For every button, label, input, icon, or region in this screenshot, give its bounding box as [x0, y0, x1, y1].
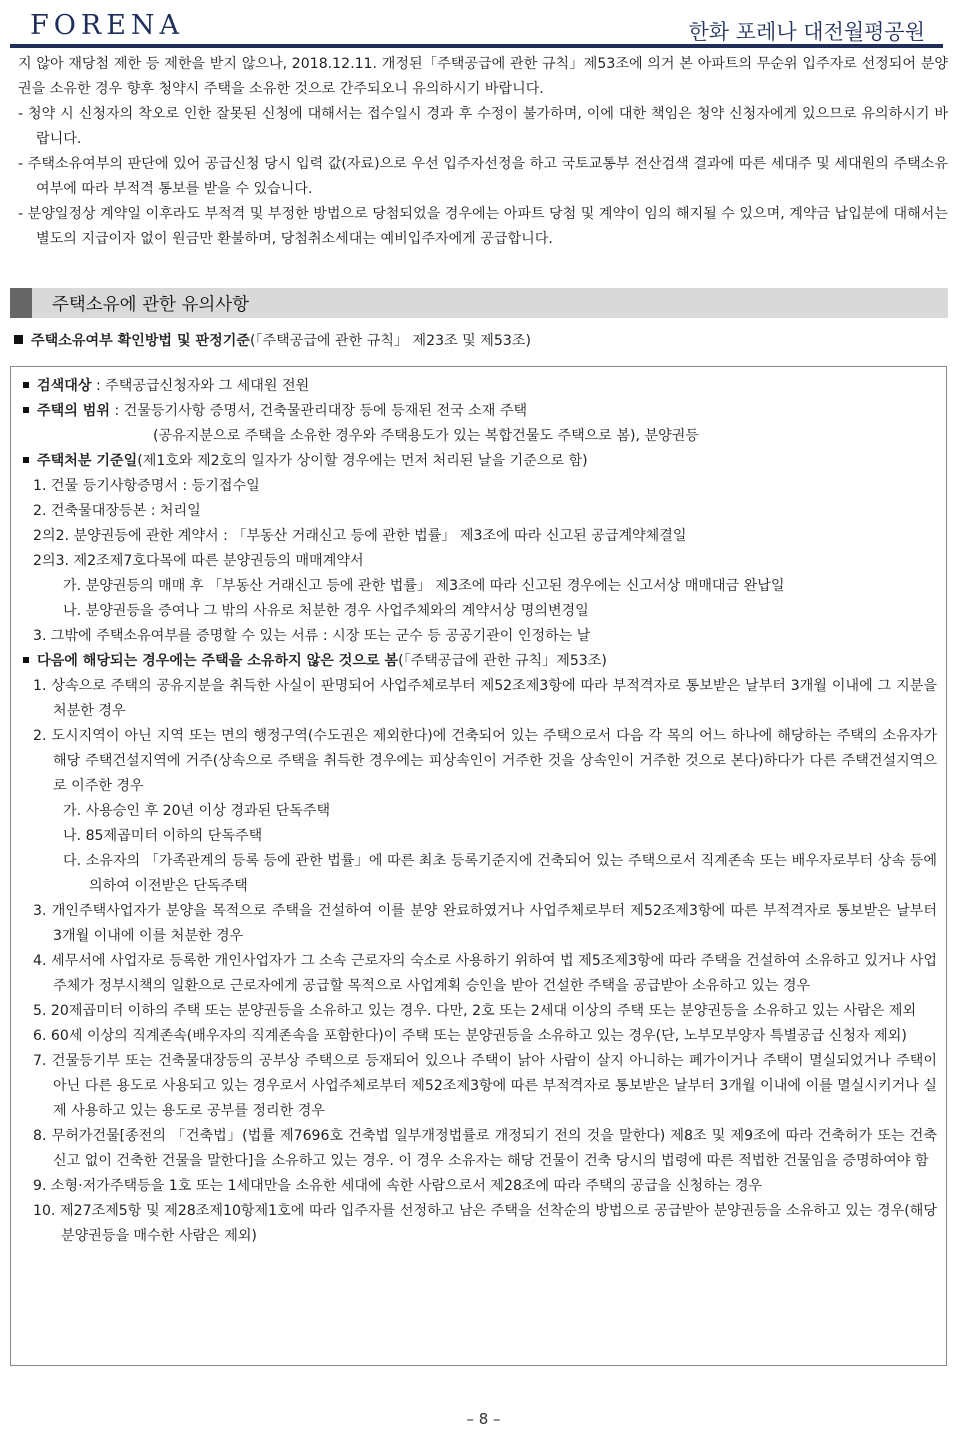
list-item: 9. 소형·저가주택등을 1호 또는 1세대만을 소유한 세대에 속한 사람으로서 제28조에 따라 주택의 공급을 신청하는 경우 [33, 1178, 763, 1194]
bullet-label: 검색대상 [37, 378, 92, 394]
subheading [14, 330, 531, 352]
list-item: 10. 제27조제5항 및 제28조제10항제1호에 따라 입주자를 선정하고 남은 주택을 선착순의 방법으로 공급받아 분양권등을 소유하고 있는 경우(해당 분양권등을 매수한 사람은 제외) [33, 1203, 937, 1244]
list-item: (공유지분으로 주택을 소유한 경우와 주택용도가 있는 복합건물도 주택으로 봄), 분양권등 [153, 428, 699, 444]
list-item: 나. 분양권등을 증여나 그 밖의 사유로 처분한 경우 사업주체와의 계약서상 명의변경일 [63, 603, 589, 619]
bullet-label: 다음에 해당되는 경우에는 주택을 소유하지 않은 것으로 봄 [37, 653, 399, 669]
list-item: 2. 건축물대장등본 : 처리일 [33, 503, 201, 519]
list-item: 나. 85제곱미터 이하의 단독주택 [63, 828, 263, 844]
bullet-label: 주택처분 기준일 [37, 453, 138, 469]
bullet-text: (제1호와 제2호의 일자가 상이할 경우에는 먼저 처리된 날을 기준으로 함) [137, 453, 588, 469]
bullet-item [23, 649, 937, 674]
bullet-label: 주택의 범위 [37, 403, 110, 419]
intro-text [18, 52, 948, 252]
bullet-text: : 주택공급신청자와 그 세대원 전원 [91, 378, 310, 394]
bullet-item [23, 374, 937, 399]
page-number: – 8 – [466, 1410, 501, 1428]
bullet-item [23, 449, 937, 474]
criteria-box [10, 366, 947, 1366]
subheading-bold: 주택소유여부 확인방법 및 판정기준 [31, 333, 250, 349]
intro-paragraph: - 주택소유여부의 판단에 있어 공급신청 당시 입력 값(자료)으로 우선 입주자선정을 하고 국토교통부 전산검색 결과에 따른 세대주 및 세대원의 주택소유 여부에 따라 부적격 통보를 받을 수 있습니다. [18, 156, 948, 197]
header-rule [10, 44, 943, 48]
intro-paragraph: 지 않아 재당첨 제한 등 제한을 받지 않으나, 2018.12.11. 개정된「주택공급에 관한 규칙」제53조에 의거 본 아파트의 무순위 입주자로 선정되어 분양권을 소유한 경우 향후 청약시 주택을 소유한 것으로 간주되오니 유의하시기 바랍니다. [18, 56, 948, 97]
list-item: 7. 건물등기부 또는 건축물대장등의 공부상 주택으로 등재되어 있으나 주택이 낡아 사람이 살지 아니하는 폐가이거나 주택이 멸실되었거나 주택이 아닌 다른 용도로 사용되고 있는 경우로서 사업주체로부터 제52조제3항에 따른 부적격자로 통보받은 날부터 3개월 이내에 이를 멸실시키거나 실제 사용하고 있는 용도로 공부를 정리한 경우 [33, 1053, 937, 1119]
bullet-text: (「주택공급에 관한 규칙」제53조) [398, 653, 607, 669]
forena-logo: FORENA [30, 10, 185, 41]
intro-paragraph: - 분양일정상 계약일 이후라도 부적격 및 부정한 방법으로 당첨되었을 경우에는 아파트 당첨 및 계약이 임의 해지될 수 있으며, 계약금 납입분에 대해서는 별도의 지급이자 없이 원금만 환불하며, 당첨취소세대는 예비입주자에게 공급합니다. [18, 206, 948, 247]
criteria-list [23, 374, 937, 1249]
list-item: 3. 개인주택사업자가 분양을 목적으로 주택을 건설하여 이를 분양 완료하였거나 사업주체로부터 제52조제3항에 따른 부적격자로 통보받은 날부터 3개월 이내에 이를 처분한 경우 [33, 903, 937, 944]
list-item: 2의2. 분양권등에 관한 계약서 : 「부동산 거래신고 등에 관한 법률」 제3조에 따라 신고된 공급계약체결일 [33, 528, 687, 544]
bullet-icon [23, 407, 29, 413]
list-item: 2의3. 제2조제7호다목에 따른 분양권등의 매매계약서 [33, 553, 364, 569]
subheading-rest: (「주택공급에 관한 규칙」 제23조 및 제53조) [249, 333, 531, 349]
intro-paragraph: - 청약 시 신청자의 착오로 인한 잘못된 신청에 대해서는 접수일시 경과 후 수정이 불가하며, 이에 대한 책임은 청약 신청자에게 있으므로 유의하시기 바랍니다. [18, 106, 948, 147]
bullet-item [23, 399, 937, 424]
bullet-text: : 건물등기사항 증명서, 건축물관리대장 등에 등재된 전국 소재 주택 [109, 403, 528, 419]
list-item: 1. 상속으로 주택의 공유지분을 취득한 사실이 판명되어 사업주체로부터 제52조제3항에 따라 부적격자로 통보받은 날부터 3개월 이내에 그 지분을 처분한 경우 [33, 678, 937, 719]
list-item: 가. 분양권등의 매매 후 「부동산 거래신고 등에 관한 법률」 제3조에 따라 신고된 경우에는 신고서상 매매대금 완납일 [63, 578, 785, 594]
list-item: 8. 무허가건물[종전의 「건축법」(법률 제7696호 건축법 일부개정법률로 개정되기 전의 것을 말한다) 제8조 및 제9조에 따라 건축허가 또는 건축신고 없이 건축한 건물을 말한다]을 소유하고 있는 경우. 이 경우 소유자는 해당 건물이 건축 당시의 법령에 따른 적법한 건물임을 증명하여야 함 [33, 1128, 937, 1169]
bullet-icon [23, 457, 29, 463]
list-item: 5. 20제곱미터 이하의 주택 또는 분양권등을 소유하고 있는 경우. 다만, 2호 또는 2세대 이상의 주택 또는 분양권등을 소유하고 있는 사람은 제외 [33, 1003, 917, 1019]
section-header-bar [10, 288, 948, 318]
list-item: 가. 사용승인 후 20년 이상 경과된 단독주택 [63, 803, 331, 819]
list-item: 다. 소유자의 「가족관계의 등록 등에 관한 법률」에 따른 최초 등록기준지에 건축되어 있는 주택으로서 직계존속 또는 배우자로부터 상속 등에 의하여 이전받은 단독주택 [63, 853, 937, 894]
list-item: 3. 그밖에 주택소유여부를 증명할 수 있는 서류 : 시장 또는 군수 등 공공기관이 인정하는 날 [33, 628, 591, 644]
bullet-icon [23, 382, 29, 388]
list-item: 2. 도시지역이 아닌 지역 또는 면의 행정구역(수도권은 제외한다)에 건축되어 있는 주택으로서 다음 각 목의 어느 하나에 해당하는 주택의 소유자가 해당 주택건설지역에 거주(상속으로 주택을 취득한 경우에는 피상속인이 거주한 것을 상속인이 거주한 것으로 본다)하다가 다른 주택건설지역으로 이주한 경우 [33, 728, 937, 794]
company-name: 한화 포레나 대전월평공원 [688, 20, 925, 44]
bullet-icon [23, 657, 29, 663]
list-item: 1. 건물 등기사항증명서 : 등기접수일 [33, 478, 260, 494]
page-header [10, 0, 943, 48]
section-title: 주택소유에 관한 유의사항 [52, 295, 250, 315]
square-bullet-icon [14, 335, 23, 344]
list-item: 4. 세무서에 사업자로 등록한 개인사업자가 그 소속 근로자의 숙소로 사용하기 위하여 법 제5조제3항에 따라 주택을 건설하여 소유하고 있거나 사업주체가 정부시책의 일환으로 근로자에게 공급할 목적으로 사업계획 승인을 받아 건설한 주택을 공급받아 소유하고 있는 경우 [33, 953, 937, 994]
list-item: 6. 60세 이상의 직계존속(배우자의 직계존속을 포함한다)이 주택 또는 분양권등을 소유하고 있는 경우(단, 노부모부양자 특별공급 신청자 제외) [33, 1028, 907, 1044]
